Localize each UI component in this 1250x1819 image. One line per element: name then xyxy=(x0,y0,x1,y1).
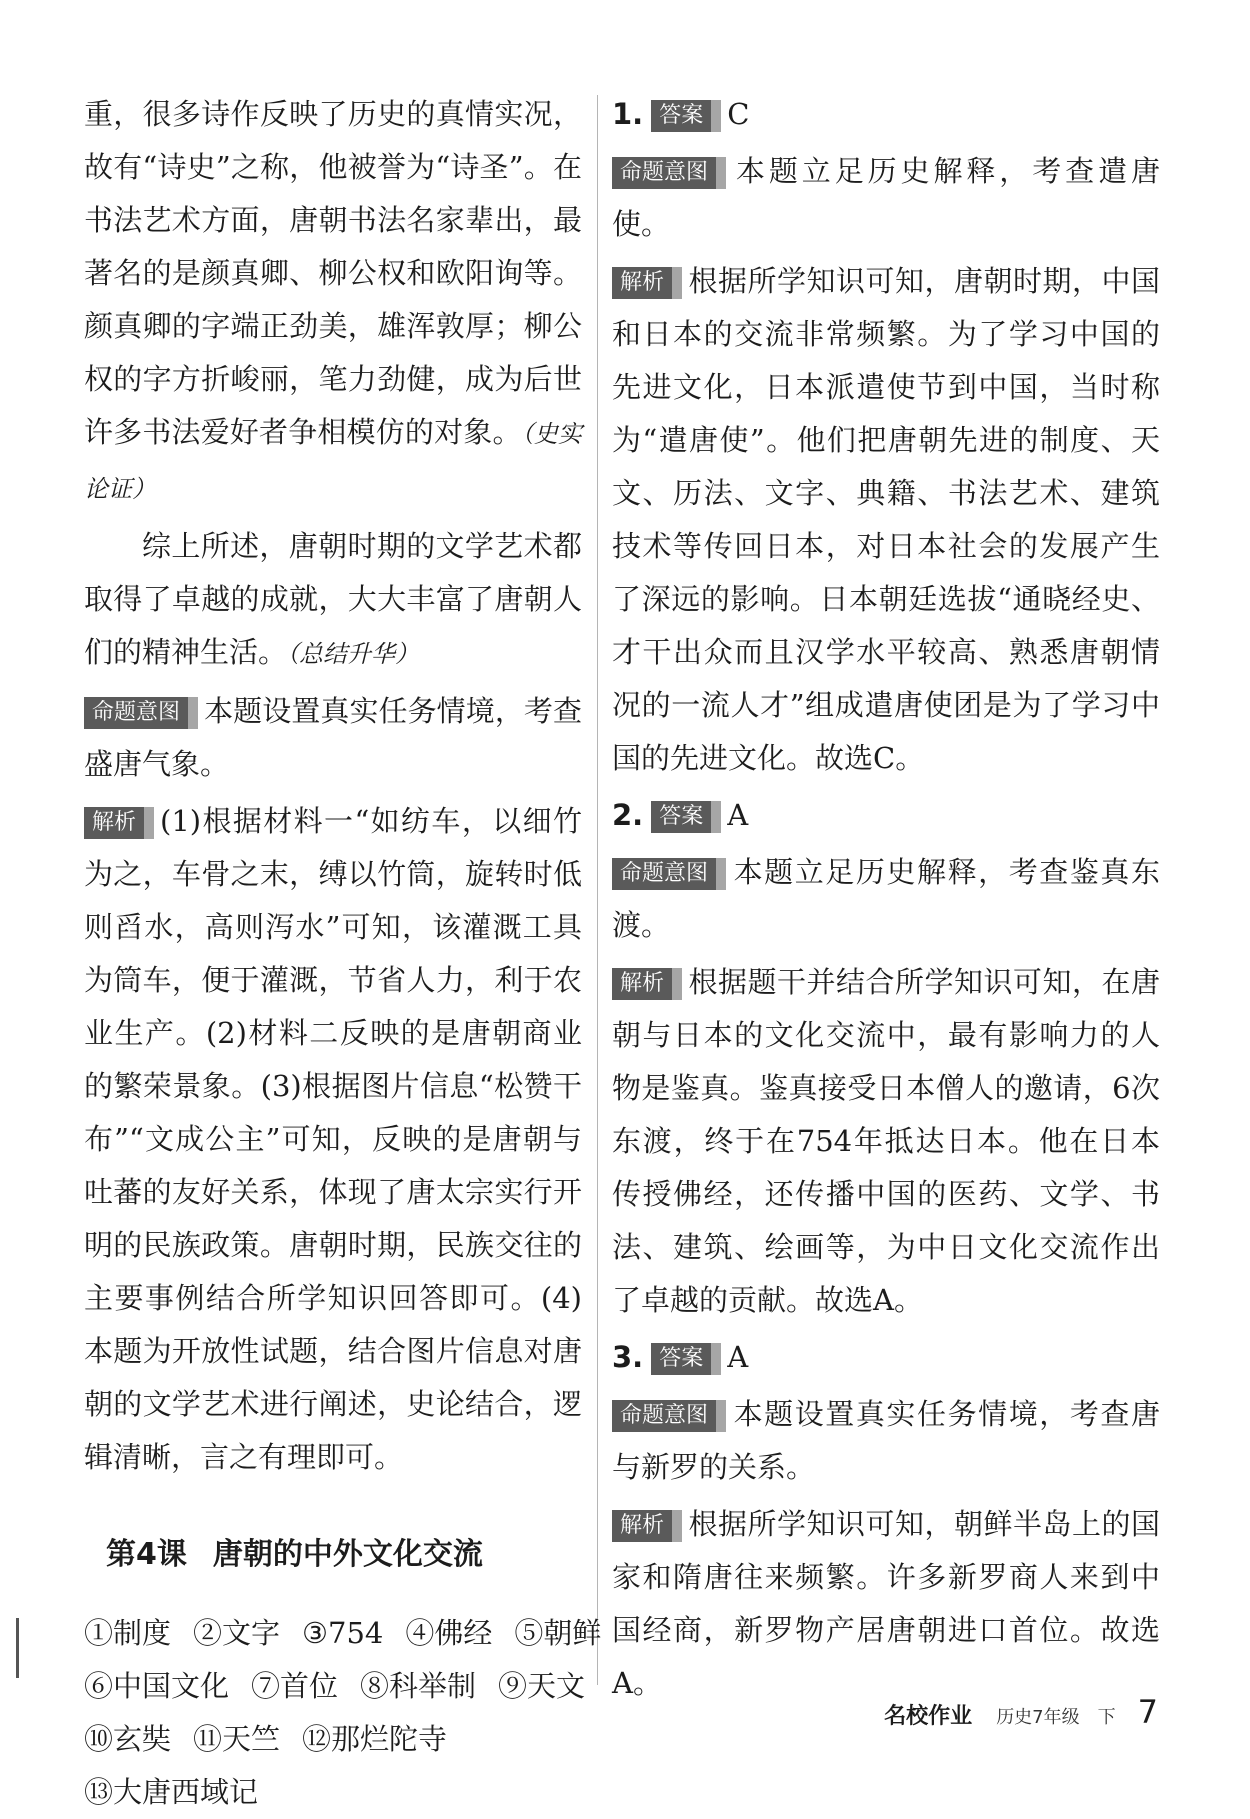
answer-tag: 答案 xyxy=(651,801,721,833)
keyword-row xyxy=(84,1766,582,1819)
analysis-tag: 解析 xyxy=(84,807,154,839)
intent-tag: 命题意图 xyxy=(612,157,726,189)
column-divider xyxy=(597,95,598,1685)
intent-tag: 命题意图 xyxy=(612,1400,726,1432)
keyword-row xyxy=(84,1607,602,1660)
analysis-tag: 解析 xyxy=(612,267,682,299)
q2-answer xyxy=(612,789,1160,842)
keyword: ①制度 xyxy=(84,1616,172,1650)
keyword: ⑫那烂陀寺 xyxy=(302,1722,448,1756)
lesson-title: 第4课 唐朝的中外文化交流 xyxy=(106,1537,483,1572)
annotation-note: （总结升华） xyxy=(287,640,420,668)
q3-answer xyxy=(612,1331,1160,1384)
question-number: 2. xyxy=(612,798,644,832)
keyword: ⑧科举制 xyxy=(360,1669,477,1703)
keyword-row xyxy=(84,1660,586,1713)
q1-intent: 命题意图 本题立足历史解释，考查遣唐使。 xyxy=(612,154,1160,241)
keyword: ⑬大唐西域记 xyxy=(84,1775,259,1809)
footer-volume: 下 xyxy=(1097,1707,1116,1728)
right-column xyxy=(612,88,1160,1700)
left-column xyxy=(84,88,602,1809)
page-number: 7 xyxy=(1137,1693,1158,1731)
answer-value: C xyxy=(727,97,750,131)
intent-tag: 命题意图 xyxy=(612,858,726,890)
question-number: 3. xyxy=(612,1340,644,1374)
q3-intent: 命题意图 本题设置真实任务情境，考查唐与新罗的关系。 xyxy=(612,1397,1160,1484)
q2-intent: 命题意图 本题立足历史解释，考查鉴真东渡。 xyxy=(612,855,1160,942)
q2-analysis: 解析 根据题干并结合所学知识可知，在唐朝与日本的文化交流中，最有影响力的人物是鉴真。鉴真接受日本僧人的邀请，6次东渡，终于在754年抵达日本。他在日本传授佛经，还传播中国的医药、文学、书法、建筑、绘画等，为中日文化交流作出了卓越的贡献。故选A。 xyxy=(612,965,1160,1317)
keyword: ⑦首位 xyxy=(251,1669,339,1703)
keyword: ②文字 xyxy=(193,1616,281,1650)
analysis-tag: 解析 xyxy=(612,968,682,1000)
keyword: ⑪天竺 xyxy=(193,1722,281,1756)
answer-value: A xyxy=(727,1340,749,1374)
keyword-row xyxy=(84,1713,582,1766)
answer-value: A xyxy=(727,798,749,832)
summary-paragraph: 综上所述，唐朝时期的文学艺术都取得了卓越的成就，大大丰富了唐朝人们的精神生活。（总结升华） xyxy=(84,529,582,669)
analysis-tag: 解析 xyxy=(612,1510,682,1542)
keyword: ⑩玄奘 xyxy=(84,1722,172,1756)
answer-tag: 答案 xyxy=(651,100,721,132)
page-footer xyxy=(884,1693,1158,1733)
q1-analysis: 解析 根据所学知识可知，唐朝时期，中国和日本的交流非常频繁。为了学习中国的先进文化，日本派遣使节到中国，当时称为“遣唐使”。他们把唐朝先进的制度、天文、历法、文字、典籍、书法艺术、建筑技术等传回日本，对日本社会的发展产生了深远的影响。日本朝廷选拔“通晓经史、才干出众而且汉学水平较高、熟悉唐朝情况的一流人才”组成遣唐使团是为了学习中国的先进文化。故选C。 xyxy=(612,264,1160,775)
intent-tag: 命题意图 xyxy=(84,697,198,729)
keyword: ④佛经 xyxy=(405,1616,493,1650)
question-number: 1. xyxy=(612,97,644,131)
q3-analysis: 解析 根据所学知识可知，朝鲜半岛上的国家和隋唐往来频繁。许多新罗商人来到中国经商，新罗物产居唐朝进口首位。故选A。 xyxy=(612,1507,1160,1700)
keyword-list xyxy=(84,1607,602,1819)
history-argument-paragraph: 重，很多诗作反映了历史的真情实况，故有“诗史”之称，他被誉为“诗圣”。在书法艺术方面，唐朝书法名家辈出，最著名的是颜真卿、柳公权和欧阳询等。颜真卿的字端正劲美，雄浑敦厚；柳公权的字方折峻丽，笔力劲健，成为后世许多书法爱好者争相模仿的对象。（史实论证） xyxy=(84,97,582,503)
intent-block: 命题意图 本题设置真实任务情境，考查盛唐气象。 xyxy=(84,694,582,781)
binding-edge-mark xyxy=(16,1618,19,1678)
keyword: ⑨天文 xyxy=(498,1669,586,1703)
q1-answer xyxy=(612,88,1160,141)
answer-tag: 答案 xyxy=(651,1343,721,1375)
keyword: ⑥中国文化 xyxy=(84,1669,230,1703)
keyword: ⑤朝鲜 xyxy=(514,1616,602,1650)
annotation-note: （史实论证） xyxy=(84,420,582,503)
analysis-block: 解析 (1)根据材料一“如纺车，以细竹为之，车骨之末，缚以竹筒，旋转时低则舀水，高则泻水”可知，该灌溉工具为筒车，便于灌溉，节省人力，利于农业生产。(2)材料二反映的是唐朝商业的繁荣景象。(3)根据图片信息“松赞干布”“文成公主”可知，反映的是唐朝与吐蕃的友好关系，体现了唐太宗实行开明的民族政策。唐朝时期，民族交往的主要事例结合所学知识回答即可。(4)本题为开放性试题，结合图片信息对唐朝的文学艺术进行阐述，史论结合，逻辑清晰，言之有理即可。 xyxy=(84,804,582,1474)
footer-subject: 历史7年级 xyxy=(996,1707,1080,1728)
footer-brand: 名校作业 xyxy=(884,1704,973,1729)
keyword: ③754 xyxy=(302,1616,384,1650)
